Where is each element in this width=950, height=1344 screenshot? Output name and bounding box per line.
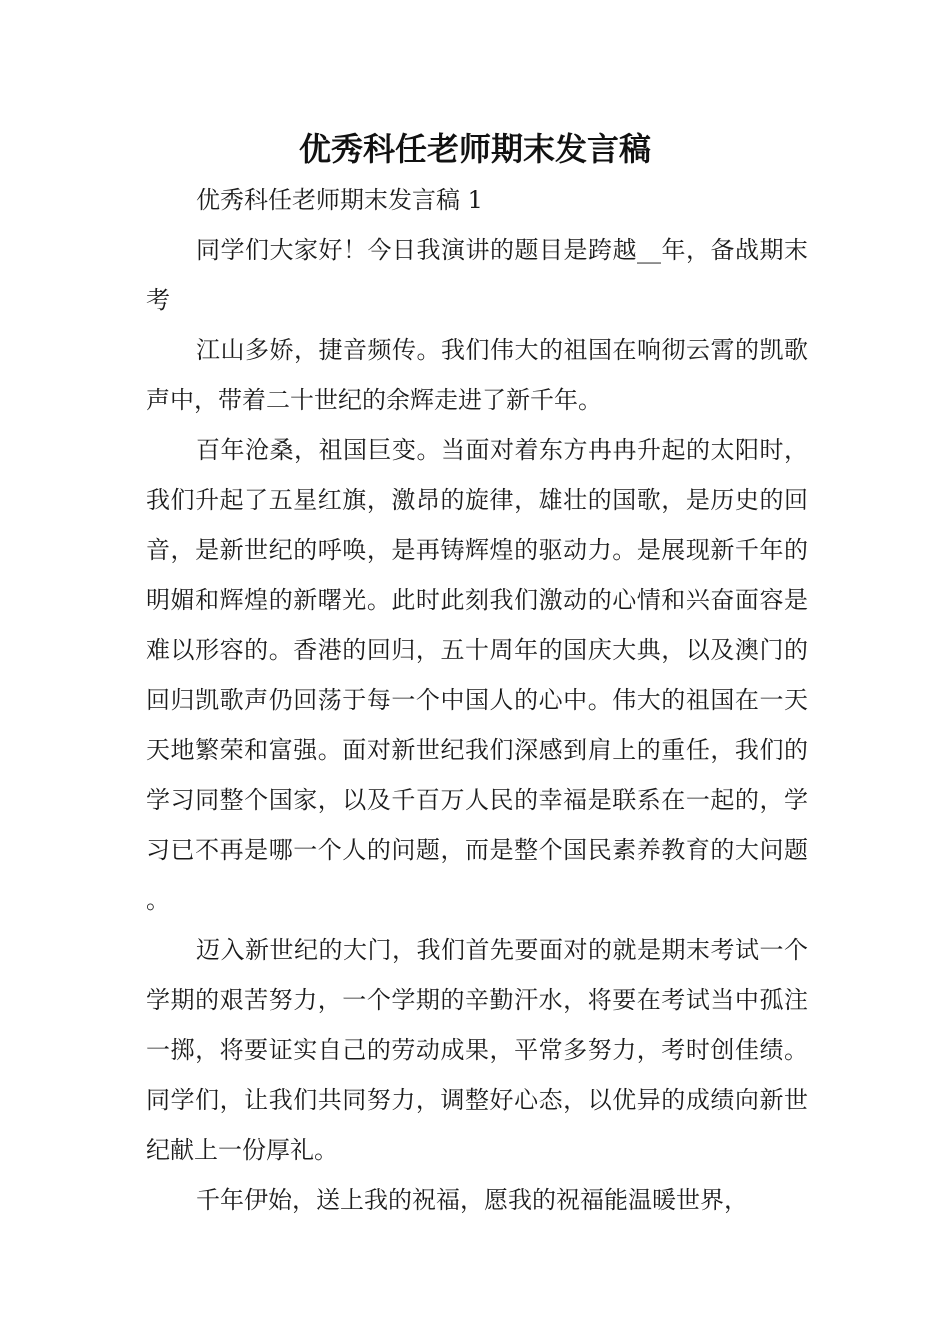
paragraph-4: 千年伊始，送上我的祝福，愿我的祝福能温暖世界，	[196, 1186, 748, 1214]
document-title: 优秀科任老师期末发言稿	[298, 130, 651, 168]
paragraph-greeting: 同学们大家好！今日我演讲的题目是跨越__年，备战期末考	[146, 236, 808, 314]
paragraph-2: 百年沧桑，祖国巨变。当面对着东方冉冉升起的太阳时，我们升起了五星红旗，激昂的旋律，雄壮的国歌，是历史的回音，是新世纪的呼唤，是再铸辉煌的驱动力。是展现新千年的明媚和辉煌的新曙光。此时此刻我们激动的心情和兴奋面容是难以形容的。香港的回归，五十周年的国庆大典，以及澳门的回归凯歌声仍回荡于每一个中国人的心中。伟大的祖国在一天天地繁荣和富强。面对新世纪我们深感到肩上的重任，我们的学习同整个国家，以及千百万人民的幸福是联系在一起的，学习已不再是哪一个人的问题，而是整个国民素养教育的大问题。	[146, 436, 808, 914]
document-body	[146, 175, 808, 1225]
paragraph-1: 江山多娇，捷音频传。我们伟大的祖国在响彻云霄的凯歌声中，带着二十世纪的余辉走进了新千年。	[146, 336, 808, 414]
section-heading: 优秀科任老师期末发言稿 1	[196, 186, 483, 214]
paragraph-3: 迈入新世纪的大门，我们首先要面对的就是期末考试一个学期的艰苦努力，一个学期的辛勤汗水，将要在考试当中孤注一掷，将要证实自己的劳动成果，平常多努力，考时创佳绩。同学们，让我们共同努力，调整好心态，以优异的成绩向新世纪献上一份厚礼。	[146, 936, 808, 1164]
